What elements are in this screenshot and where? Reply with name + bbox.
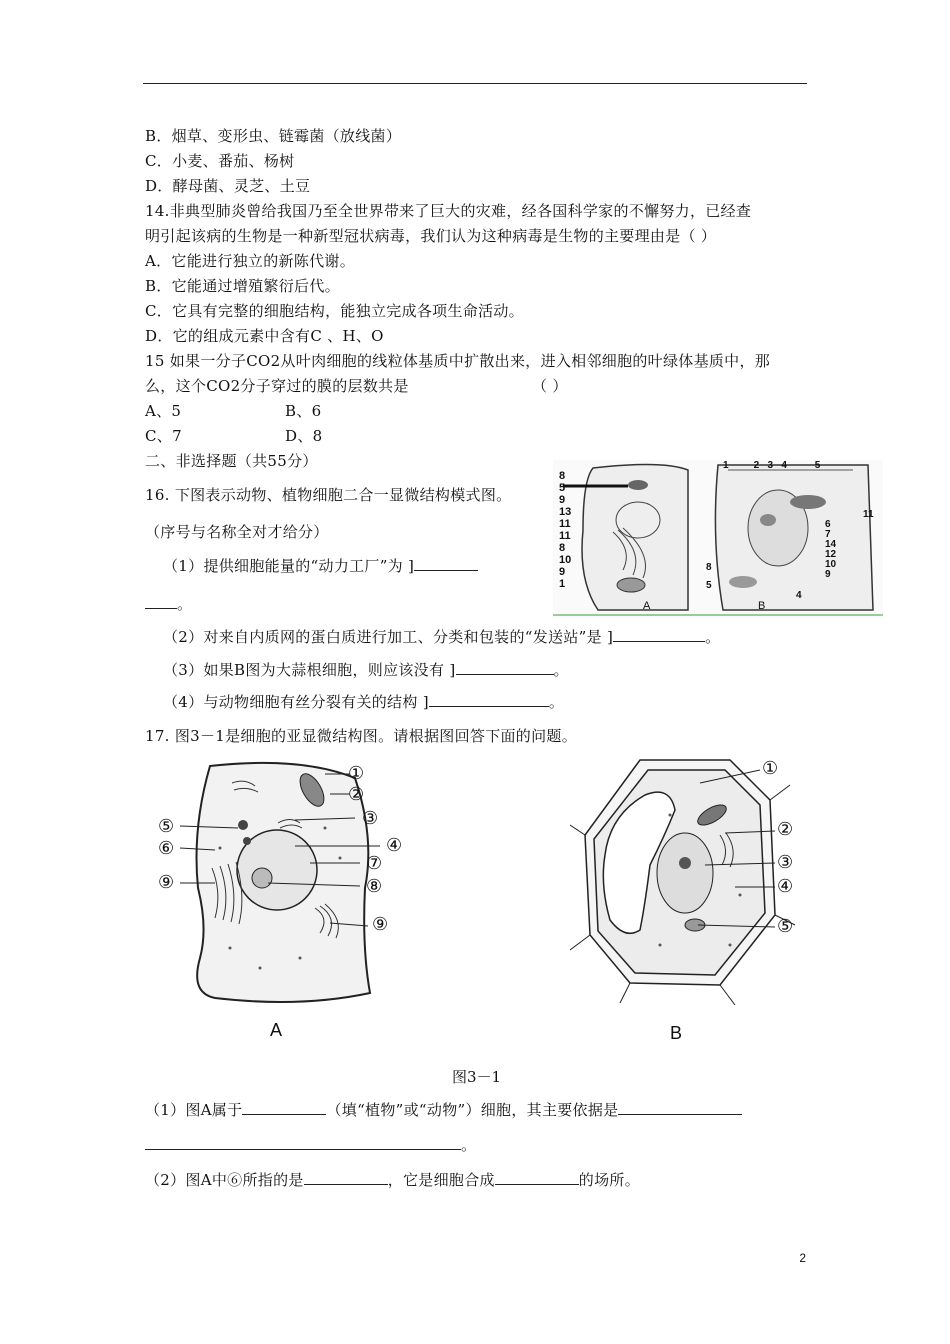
period: 。 bbox=[553, 661, 569, 679]
circle-num-6: ⑥ bbox=[158, 838, 175, 859]
question-17-part2-text-a: （2）图A中⑥所指的是 bbox=[145, 1171, 304, 1189]
option-a-15: A、5 bbox=[145, 402, 182, 420]
question-17-part1-cont bbox=[145, 1135, 476, 1155]
question-16-part4-text: （4）与动物细胞有丝分裂有关的结构 ] bbox=[163, 693, 429, 711]
figure-17-cell-a bbox=[150, 758, 410, 1048]
option-b-13: B．烟草、变形虫、链霉菌（放线菌） bbox=[145, 127, 402, 145]
circle-num-9-left: ⑨ bbox=[158, 872, 175, 893]
circle-num-1: ① bbox=[348, 763, 365, 784]
circle-num-4: ④ bbox=[777, 876, 794, 897]
label-num: 3 bbox=[767, 460, 774, 471]
question-17-part1-text-b: （填“植物”或“动物”）细胞，其主要依据是 bbox=[326, 1101, 619, 1119]
label-num: 11 bbox=[559, 530, 571, 542]
figure-17-label-b: B bbox=[670, 1023, 683, 1043]
question-14-line1: 14.非典型肺炎曾给我国乃至全世界带来了巨大的灾难，经各国科学家的不懈努力，已经查 bbox=[145, 202, 752, 220]
answer-blank[interactable] bbox=[414, 556, 478, 571]
option-c-13: C．小麦、番茄、杨树 bbox=[145, 152, 295, 170]
figure-16-label-b: B bbox=[758, 600, 766, 612]
answer-blank[interactable] bbox=[429, 692, 549, 707]
circle-num-5: ⑤ bbox=[158, 816, 175, 837]
answer-blank[interactable] bbox=[145, 1135, 461, 1150]
option-d-14: D．它的组成元素中含有C 、H、O bbox=[145, 327, 384, 345]
question-16-part1-cont bbox=[145, 594, 192, 614]
question-17-part1-text-a: （1）图A属于 bbox=[145, 1101, 243, 1119]
question-16-part2 bbox=[163, 627, 720, 647]
figure-17b-svg bbox=[570, 755, 810, 1005]
page-number: 2 bbox=[799, 1251, 806, 1265]
question-16-part3-text: （3）如果B图为大蒜根细胞，则应该没有 ] bbox=[163, 661, 456, 679]
label-num: 8 bbox=[706, 562, 712, 573]
circle-num-2: ② bbox=[348, 784, 365, 805]
question-17-part1 bbox=[145, 1100, 742, 1120]
option-a-14: A．它能进行独立的新陈代谢。 bbox=[145, 252, 356, 270]
question-16-part1-text: （1）提供细胞能量的“动力工厂”为 ] bbox=[163, 557, 415, 575]
label-num: 9 bbox=[559, 566, 566, 578]
figure-17-cell-b bbox=[570, 755, 810, 1043]
label-num: 1 bbox=[559, 578, 566, 590]
answer-blank[interactable] bbox=[613, 627, 705, 642]
label-num: 4 bbox=[796, 590, 802, 601]
option-c-14: C．它具有完整的细胞结构，能独立完成各项生命活动。 bbox=[145, 302, 524, 320]
question-16-part2-text: （2）对来自内质网的蛋白质进行加工、分类和包装的“发送站”是 ] bbox=[163, 628, 614, 646]
circle-num-3: ③ bbox=[777, 852, 794, 873]
header-rule bbox=[143, 83, 807, 84]
period: 。 bbox=[461, 1136, 477, 1154]
label-num: 10 bbox=[559, 554, 572, 566]
label-num: 4 bbox=[781, 460, 787, 471]
option-d-13: D．酵母菌、灵芝、土豆 bbox=[145, 177, 311, 195]
label-num: 8 bbox=[559, 542, 566, 554]
option-c-15: C、7 bbox=[145, 427, 182, 445]
label-num: 5 bbox=[706, 580, 712, 591]
figure-16-cell-diagram bbox=[553, 460, 883, 618]
circle-num-9-right: ⑨ bbox=[372, 914, 389, 935]
figure-16-left-labels bbox=[559, 470, 571, 590]
label-num: 12 bbox=[825, 549, 837, 560]
question-17-part2-text-b: ，它是细胞合成 bbox=[387, 1171, 495, 1189]
label-num: 6 bbox=[825, 519, 831, 530]
label-num: 5 bbox=[814, 460, 821, 471]
circle-num-1: ① bbox=[762, 758, 779, 779]
question-15-line1: 15 如果一分子CO2从叶肉细胞的线粒体基质中扩散出来，进入相邻细胞的叶绿体基质中，那 bbox=[145, 352, 771, 370]
question-17-part2 bbox=[145, 1170, 640, 1190]
figure-16-top-labels bbox=[723, 460, 820, 471]
answer-blank[interactable] bbox=[145, 594, 177, 609]
question-16-part3 bbox=[163, 660, 569, 680]
circle-num-2: ② bbox=[777, 819, 794, 840]
answer-blank[interactable] bbox=[242, 1100, 326, 1115]
question-17: 17. 图3－1是细胞的亚显微结构图。请根据图回答下面的问题。 bbox=[145, 727, 578, 745]
label-num: 5 bbox=[559, 482, 566, 494]
section-2-heading: 二、非选择题（共55分） bbox=[145, 452, 318, 470]
label-num: 13 bbox=[559, 506, 572, 518]
period: 。 bbox=[705, 628, 721, 646]
label-num: 9 bbox=[825, 569, 831, 580]
period: 。 bbox=[177, 595, 193, 613]
figure-17-label-a: A bbox=[270, 1020, 283, 1040]
option-d-15: D、8 bbox=[285, 427, 323, 445]
question-16-part4 bbox=[163, 692, 564, 712]
question-16-part1 bbox=[163, 556, 478, 576]
label-num: 8 bbox=[559, 470, 566, 482]
answer-blank[interactable] bbox=[618, 1100, 742, 1115]
label-num: 7 bbox=[825, 529, 831, 540]
circle-num-4: ④ bbox=[386, 835, 403, 856]
label-num: 14 bbox=[825, 539, 837, 550]
circle-num-5: ⑤ bbox=[777, 916, 794, 937]
option-b-15: B、6 bbox=[285, 402, 322, 420]
question-16-note: （序号与名称全对才给分） bbox=[145, 523, 329, 541]
label-num: 11 bbox=[559, 518, 571, 530]
question-14-line2: 明引起该病的生物是一种新型冠状病毒，我们认为这种病毒是生物的主要理由是（ ） bbox=[145, 227, 717, 245]
circle-num-8: ⑧ bbox=[366, 876, 383, 897]
answer-blank[interactable] bbox=[304, 1170, 388, 1185]
answer-blank[interactable] bbox=[456, 660, 554, 675]
question-15-answer-paren: （ ） bbox=[532, 377, 568, 395]
figure-17a-svg bbox=[150, 758, 410, 1048]
question-15-line2: 么，这个CO2分子穿过的膜的层数共是 bbox=[145, 377, 409, 395]
figure-caption: 图3－1 bbox=[452, 1068, 502, 1086]
label-num: 9 bbox=[559, 494, 566, 506]
label-num: 2 bbox=[753, 460, 760, 471]
circle-num-7: ⑦ bbox=[366, 853, 383, 874]
label-num: 10 bbox=[825, 559, 837, 570]
question-16: 16. 下图表示动物、植物细胞二合一显微结构模式图。 bbox=[145, 486, 512, 504]
figure-16-right-labels bbox=[825, 510, 874, 580]
figure-16-label-a: A bbox=[643, 600, 651, 612]
question-17-part2-text-c: 的场所。 bbox=[578, 1171, 640, 1189]
period: 。 bbox=[548, 693, 565, 711]
answer-blank[interactable] bbox=[495, 1170, 579, 1185]
label-num: 11 bbox=[863, 509, 874, 520]
circle-num-3: ③ bbox=[362, 808, 379, 829]
label-num: 1 bbox=[723, 460, 729, 471]
option-b-14: B．它能通过增殖繁衍后代。 bbox=[145, 277, 340, 295]
